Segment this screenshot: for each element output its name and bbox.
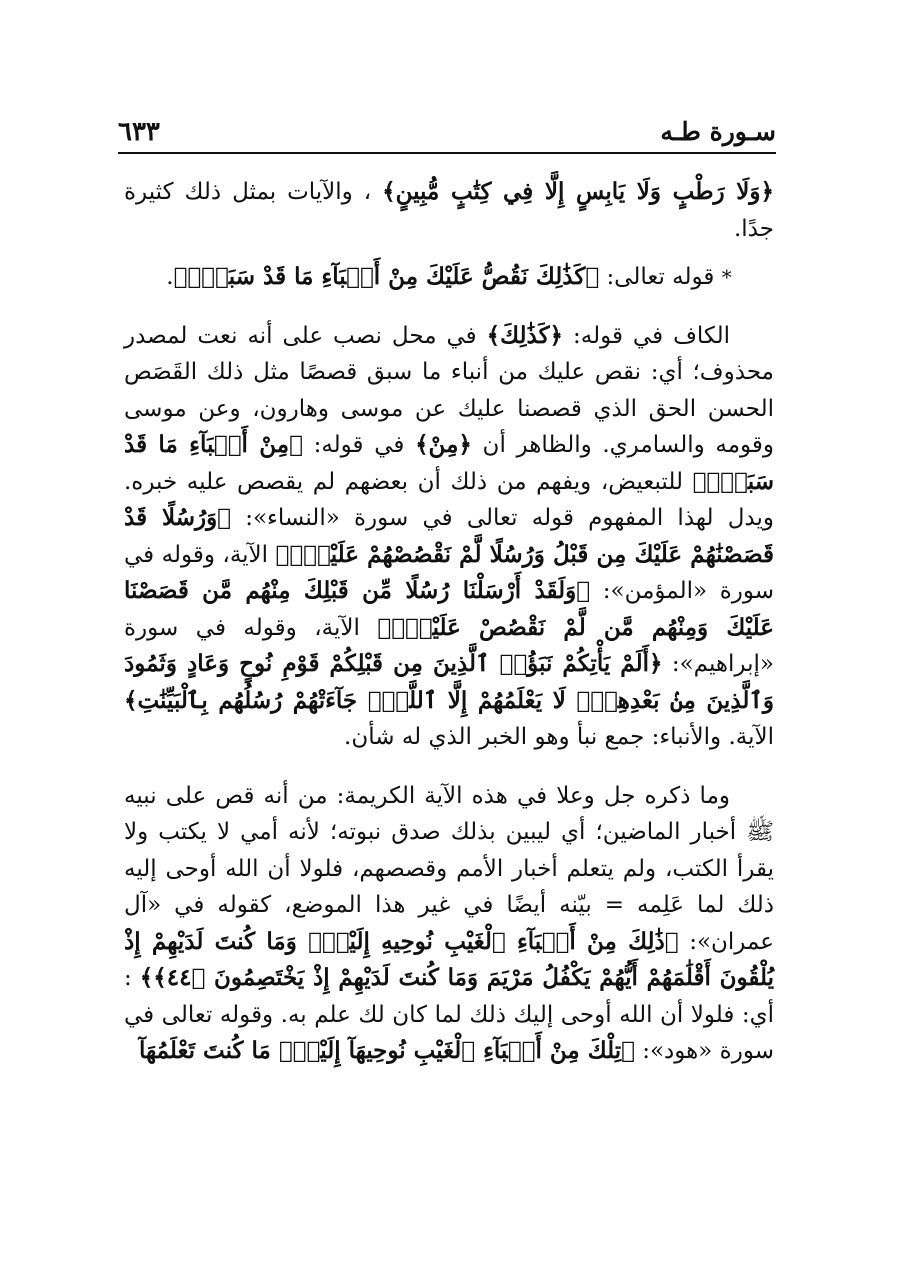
star-icon: * <box>721 265 732 289</box>
verse-end: . <box>166 264 174 290</box>
body-text: في محل نصب على أنه نعت لمصدر محذوف؛ أي: نقص عليك من أنباء ما سبق قصصًا مثل ذلك القَصَص الحسن الحق الذي قصصنا عليك عن موسى وهارون، وعن موسى وقومه والسامري. والظاهر أن <box>124 322 775 458</box>
quran-quote: ﴿وَلَقَدْ أَرْسَلْنَا رُسُلًا مِّن قَبْلِكَ مِنْهُم مَّن قَصَصْنَا عَلَيْكَ وَمِنْهُم مَّن لَّمْ نَقْصُصْ عَلَيْكَۗ﴾ <box>124 577 774 641</box>
quran-quote: ﴿مِنْ﴾ <box>415 431 472 458</box>
page-content <box>124 174 774 1070</box>
commentary-paragraph-1 <box>124 318 774 756</box>
body-text: الآية. والأنباء: جمع نبأ وهو الخبر الذي له شأن. <box>344 724 774 750</box>
page-number: ٦٣٣ <box>118 117 160 147</box>
body-text: للتبعيض، ويفهم من ذلك أن بعضهم لم يقصص عليه خبره. ويدل لهذا المفهوم قوله تعالى في سورة «النساء»: <box>124 468 775 531</box>
quran-quote: ﴿وَلَا رَطْبٍ وَلَا يَابِسٍ إِلَّا فِي كِتَٰبٍ مُّبِينٍ﴾ <box>382 178 774 205</box>
body-text: الآية، وقوله في سورة «المؤمن»: <box>124 541 775 604</box>
quran-quote: ﴿تِلْكَ مِنْ أَنۢبَآءِ ٱلْغَيْبِ نُوحِيهَآ إِلَيْكَۖ مَا كُنتَ تَعْلَمُهَآ <box>139 1037 635 1064</box>
surah-title: سـورة طـه <box>660 117 776 146</box>
verse-heading <box>124 259 774 296</box>
page-header <box>118 112 776 152</box>
body-text: في قوله: <box>313 432 405 458</box>
body-text: : أي: فلولا أن الله أوحى إليك ذلك لما كان لك علم به. وقوله تعالى في سورة «هود»: <box>124 965 774 1064</box>
header-divider <box>118 152 776 154</box>
quran-quote: ﴿أَلَمْ يَأْتِكُمْ نَبَؤُا۟ ٱلَّذِينَ مِن قَبْلِكُمْ قَوْمِ نُوحٍ وَعَادٍ وَثَمُودَ وَٱلَّذِينَ مِنۢ بَعْدِهِمْۛ لَا يَعْلَمُهُمْ إِلَّا ٱللَّهُۚ جَآءَتْهُمْ رُسُلُهُم بِٱلْبَيِّنَٰتِ﴾ <box>124 650 774 714</box>
body-text: الآية، وقوله في سورة «إبراهيم»: <box>124 614 774 677</box>
quran-quote: ﴿كَذَٰلِكَ نَقُصُّ عَلَيْكَ مِنْ أَنۢبَآءِ مَا قَدْ سَبَقَۚ﴾ <box>173 263 600 290</box>
body-text: ، والآيات بمثل ذلك كثيرة جدًا. <box>124 179 774 242</box>
quran-quote: ﴿ذَٰلِكَ مِنْ أَنۢبَآءِ ٱلْغَيْبِ نُوحِيهِ إِلَيْكَۚ وَمَا كُنتَ لَدَيْهِمْ إِذْ يُلْقُونَ أَقْلَٰمَهُمْ أَيُّهُمْ يَكْفُلُ مَرْيَمَ وَمَا كُنتَ لَدَيْهِمْ إِذْ يَخْتَصِمُونَ ﴿٤٤﴾﴾ <box>124 927 774 991</box>
body-text: الكاف في قوله: <box>573 322 731 349</box>
commentary-paragraph-2 <box>124 778 774 1070</box>
body-text: وما ذكره جل وعلا في هذه الآية الكريمة: من أنه قص على نبيه ﷺ أخبار الماضين؛ أي ليبين بذلك صدق نبوته؛ لأنه أمي لا يكتب ولا يقرأ الكتب، ولم يتعلم أخبار الأمم وقصصهم، فلولا أن الله أوحى إليه ذلك لما عَلِمه = بيّنه أيضًا في غير هذا الموضع، كقوله في «آل عمران»: <box>124 782 775 955</box>
quran-quote: ﴿كَذَٰلِكَ﴾ <box>486 321 564 349</box>
quran-quote: ﴿مِنْ أَنۢبَآءِ مَا قَدْ سَبَقَۚ﴾ <box>124 431 774 495</box>
quran-quote: ﴿وَرُسُلًا قَدْ قَصَصْنَٰهُمْ عَلَيْكَ مِن قَبْلُ وَرُسُلًا لَّمْ نَقْصُصْهُمْ عَلَيْكَۚ﴾ <box>124 504 775 568</box>
continuation-paragraph <box>124 174 774 247</box>
verse-intro: قوله تعالى: <box>606 264 715 290</box>
